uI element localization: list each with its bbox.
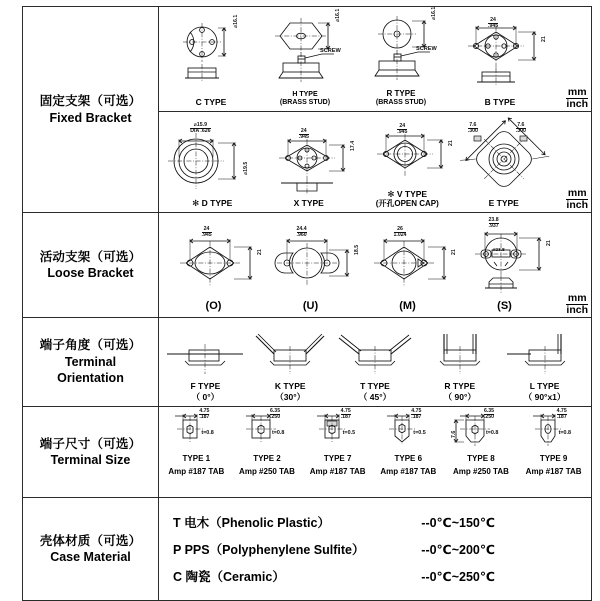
dim-type-6-width: 4.75 .187 [411,408,422,421]
m-type-drawing [360,226,456,295]
figure-caption-sub: （ 90°） [443,391,476,402]
type-7-drawing [305,412,371,452]
material-temperature: --0℃~200℃ [421,543,495,557]
k-type-drawing [250,334,330,378]
table-row [23,213,592,318]
figure-caption: TYPE 1 [182,454,211,463]
row-label-fixed-bracket [23,7,159,213]
row-label-terminal-size [23,407,159,498]
table-row [23,7,592,112]
material-name: P PPS（Polyphenylene Sulfite） [173,543,365,557]
screw-note: SCREW [416,46,437,53]
dim-type-8-width: 6.35 .250 [483,408,495,421]
figure-b-type [452,16,548,107]
dim-r-type: ⌀16.1 [431,7,437,21]
figure-c-type [168,14,254,107]
dim-e-left: 7.6 .300 [467,121,478,135]
figure-caption: L TYPE [529,380,560,391]
figure-type-6 [375,408,441,477]
figure-caption: X TYPE [293,197,324,208]
dim-type-7-thickness: t=0.5 [342,430,356,436]
figure-caption: TYPE 9 [539,454,568,463]
dim-type-8-height: 7.6 [450,430,457,438]
figure-caption-sub: (BRASS STUD) [279,98,331,106]
o-type-drawing [166,226,262,295]
material-temperature: --0℃~250℃ [421,570,495,584]
figure-o-type [166,226,263,313]
dim-m-height: 21 [450,249,457,256]
case-material-cell [159,498,592,601]
figure-v-type [359,124,455,208]
table-row [23,498,592,601]
figure-caption: TYPE 6 [394,454,423,463]
dim-type-8-thickness: t=0.8 [485,430,499,436]
dim-u-width: 24.4 .960 [296,226,307,239]
dim-s-height: 21 [545,240,552,247]
figure-x-type [261,127,357,208]
row-label-cn: 壳体材质（可选） [39,533,142,548]
dim-e-right: 7.6 .300 [515,121,526,135]
figure-caption: (U) [302,300,319,313]
figure-type-1 [163,408,229,477]
figure-t-type [335,334,415,402]
unit-mm: mm [567,86,587,98]
figure-r-type [356,7,446,107]
figure-type-7 [305,408,371,477]
figure-caption: TYPE 8 [467,454,495,463]
dim-type-2-width: 6.35 .250 [269,408,281,421]
fixed-bracket-subrow-2 [159,112,592,213]
list-item [173,540,591,558]
figure-caption: R TYPE [386,89,416,99]
figure-caption: (M) [399,300,416,313]
dim-type-2-thickness: t=0.8 [271,430,285,436]
figure-e-type [458,121,550,208]
figure-caption-sub: （ 90°x1） [523,391,566,402]
figure-caption-sub: Amp #250 TAB [453,467,509,477]
material-name: T 电木（Phenolic Plastic） [173,516,330,530]
r-type-orientation-drawing [420,334,500,378]
figure-caption-sub: Amp #187 TAB [380,467,437,477]
type-2-drawing [234,412,300,452]
figure-d-type [166,121,258,208]
dim-v-height: 21 [448,139,455,146]
figure-caption: TYPE 7 [323,454,352,463]
type-1-drawing [163,412,229,452]
figure-caption: (S) [497,300,512,313]
figure-caption: B TYPE [484,96,516,107]
figure-caption-sub: Amp #187 TAB [168,467,225,477]
figure-s-type [457,217,553,313]
dim-o-height: 21 [256,249,263,256]
figure-caption: ✻ V TYPE [387,188,428,199]
figure-caption: C TYPE [195,96,227,107]
dim-x-height: 17.4 [349,140,356,151]
figure-caption-sub: Amp #187 TAB [525,467,582,477]
u-type-drawing [263,226,359,295]
type-6-drawing [375,412,441,452]
figure-caption-sub: (开孔OPEN CAP) [375,198,439,208]
figure-m-type [360,226,457,313]
dim-s-dia: ⌀23.8 [492,248,505,254]
material-list [159,498,591,600]
figure-caption-sub: Amp #250 TAB [239,467,295,477]
row-label-cn: 端子角度（可选） [39,338,142,353]
units-legend [566,293,588,315]
row-label-en: Terminal Size [50,453,131,467]
figure-caption: T TYPE [360,380,390,391]
dim-b-height: 21 [541,36,547,42]
type-9-drawing [521,412,587,452]
screw-note: SCREW [320,47,341,54]
dim-v-width: 24 .945 [397,122,408,135]
figure-caption: (O) [205,300,222,313]
unit-mm: mm [567,292,587,304]
dim-u-height: 18.5 [353,244,360,256]
figure-caption: R TYPE [444,380,476,391]
figure-caption: F TYPE [190,380,221,391]
unit-inch: inch [566,303,588,316]
dim-s-width: 23.8 .937 [488,217,499,230]
list-item [173,567,591,585]
row-label-en: Case Material [50,550,131,564]
figure-caption-sub: （30°） [275,391,306,402]
units-legend [566,87,588,109]
dim-type-9-thickness: t=0.8 [558,430,572,436]
dim-type-7-width: 4.75 .187 [340,408,351,421]
figure-type-9 [521,408,587,477]
dim-type-6-thickness: t=0.5 [413,430,426,436]
material-temperature: --0℃~150℃ [421,516,495,530]
l-type-drawing [505,334,585,378]
row-label-loose-bracket [23,213,159,318]
dim-c-type: ⌀16.1 [233,14,239,28]
dim-b-width: 24 .945 [488,16,499,30]
list-item [173,513,591,531]
unit-mm: mm [567,187,587,199]
row-label-case-material [23,498,159,601]
row-label-cn: 固定支架（可选） [39,94,142,108]
figure-caption: K TYPE [274,380,306,391]
t-type-drawing [335,334,415,378]
dim-x-width: 24 .945 [298,127,309,141]
figure-h-type [260,8,350,108]
terminal-orientation-cell [159,318,592,407]
unit-inch: inch [566,97,588,110]
unit-inch: inch [566,198,588,211]
figure-f-type [165,334,245,402]
dim-h-type: ⌀16.1 [335,8,341,22]
figure-caption-sub: （ 45°） [358,391,392,402]
figure-type-2 [234,408,300,477]
material-name: C 陶瓷（Ceramic） [173,570,285,584]
figure-k-type [250,334,330,402]
figure-caption-sub: （ 0°） [191,391,220,402]
table-row [23,318,592,407]
dim-type-1-width: 4.75 .187 [199,408,210,421]
dim-o-width: 24 .945 [201,226,212,239]
loose-bracket-cell [159,213,592,318]
dim-type-9-width: 4.75 .187 [556,408,567,421]
figure-caption-sub: Amp #187 TAB [309,467,366,477]
figure-type-8 [446,408,516,477]
e-type-drawing [458,121,550,195]
dim-type-1-thickness: t=0.8 [201,430,214,436]
s-type-drawing [457,222,553,298]
b-type-drawing [452,16,548,94]
specification-table [22,6,592,601]
figure-caption: ✻ D TYPE [192,197,233,208]
dim-m-width: 26 1.024 [393,226,407,239]
figure-r-type-orientation [420,334,500,402]
figure-l-type [505,334,585,402]
dim-d-dia-inner: ⌀19.5 [243,161,250,175]
units-legend [566,188,588,210]
row-label-terminal-orientation [23,318,159,407]
row-label-en: Loose Bracket [47,266,134,280]
f-type-drawing [165,334,245,378]
row-label-en: Fixed Bracket [49,110,132,125]
figure-caption: H TYPE [292,90,318,98]
row-label-en2: Orientation [57,371,124,386]
figure-caption: E TYPE [488,197,519,208]
row-label-cn: 端子尺寸（可选） [39,436,142,451]
table-row [23,407,592,498]
dim-d-dia-outer: ⌀15.9 DIA .626 [190,121,211,135]
c-type-drawing [168,22,254,94]
figure-caption: TYPE 2 [253,454,281,463]
figure-u-type [263,226,360,313]
row-label-en: Terminal [64,354,117,369]
terminal-size-cell [159,407,592,498]
figure-caption-sub: (BRASS STUD) [375,98,427,106]
row-label-cn: 活动支架（可选） [39,249,142,264]
fixed-bracket-subrow-1 [159,7,592,112]
